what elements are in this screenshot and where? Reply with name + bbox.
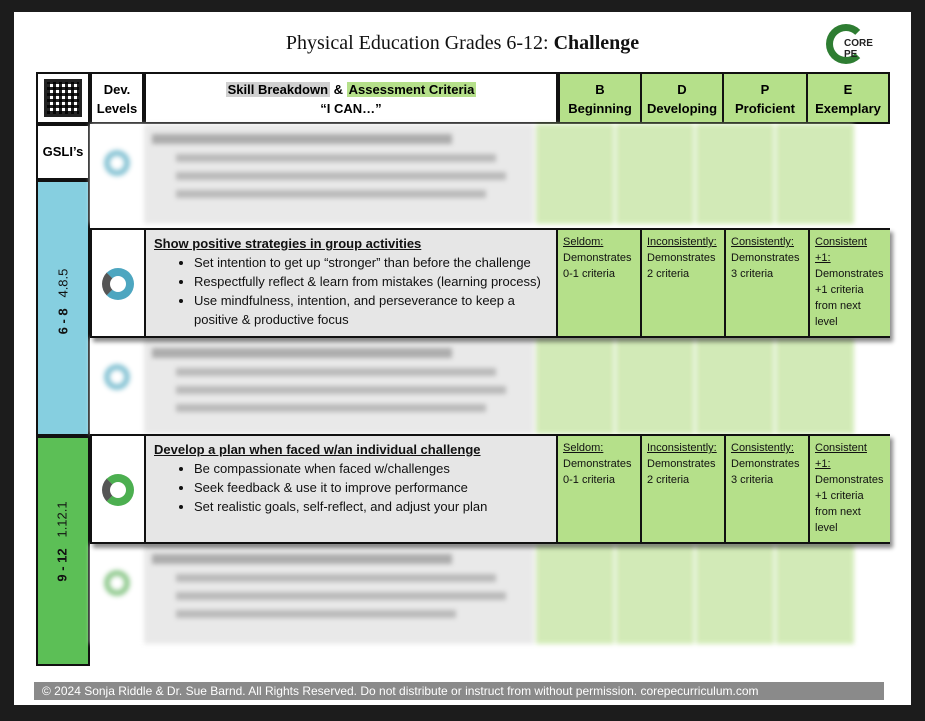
progress-ring-icon xyxy=(102,268,134,300)
level-exemplary: Consistent +1: Demonstrates +1 criteria from next level xyxy=(810,436,890,542)
skill-description: Show positive strategies in group activities • Set intention to get up “stronger” than before the challenge • Respectfully reflect & learn from mistakes (learning process) • Use mindfulness, intention, and perseverance to keep a positive & productive focus xyxy=(146,230,558,336)
level-developing: Inconsistently: Demonstrates 2 criteria xyxy=(642,230,726,336)
grade-band-9-12: 9 - 12 1.12.1 xyxy=(36,436,90,666)
level-beginning: Seldom: Demonstrates 0-1 criteria xyxy=(558,436,642,542)
criteria-item: • Use mindfulness, intention, and perseverance to keep a positive & productive focus xyxy=(194,291,548,329)
criteria-item: • Seek feedback & use it to improve performance xyxy=(194,478,548,497)
skill-row-group-activities xyxy=(90,228,890,338)
qr-code-cell xyxy=(36,72,90,124)
copyright-footer: © 2024 Sonja Riddle & Dr. Sue Barnd. All Rights Reserved. Do not distribute or instruct from without permission. corepecurriculum.com xyxy=(34,682,884,700)
skill-header: Skill Breakdown & Assessment Criteria “I CAN…” xyxy=(144,72,558,124)
gsli-label: GSLI’s xyxy=(36,124,90,180)
level-proficient: Consistently: Demonstrates 3 criteria xyxy=(726,436,810,542)
criteria-item: • Be compassionate when faced w/challenges xyxy=(194,459,548,478)
exemplary-header: E Exemplary xyxy=(806,72,890,124)
progress-ring-icon xyxy=(102,474,134,506)
proficient-header: P Proficient xyxy=(722,72,808,124)
level-beginning: Seldom: Demonstrates 0-1 criteria xyxy=(558,230,642,336)
worksheet-page xyxy=(14,12,911,705)
criteria-item: • Respectfully reflect & learn from mistakes (learning process) xyxy=(194,272,548,291)
blurred-row-1 xyxy=(90,124,870,224)
criteria-item: • Set realistic goals, self-reflect, and adjust your plan xyxy=(194,497,548,516)
core-pe-logo: CORE PE xyxy=(826,24,886,66)
dev-levels-header: Dev. Levels xyxy=(90,72,144,124)
level-proficient: Consistently: Demonstrates 3 criteria xyxy=(726,230,810,336)
level-developing: Inconsistently: Demonstrates 2 criteria xyxy=(642,436,726,542)
skill-description: Develop a plan when faced w/an individual challenge • Be compassionate when faced w/challenges • Seek feedback & use it to improve performance • Set realistic goals, self-reflect, and adjust your plan xyxy=(146,436,558,542)
criteria-item: • Set intention to get up “stronger” than before the challenge xyxy=(194,253,548,272)
blurred-row-3 xyxy=(90,544,870,644)
page-title: Physical Education Grades 6-12: Challenge xyxy=(285,32,640,54)
qr-code-icon xyxy=(44,79,82,117)
developing-header: D Developing xyxy=(640,72,724,124)
grade-band-6-8: 6 - 8 4.8.5 xyxy=(36,180,90,436)
blurred-row-2 xyxy=(90,338,870,434)
level-exemplary: Consistent +1: Demonstrates +1 criteria from next level xyxy=(810,230,890,336)
beginning-header: B Beginning xyxy=(558,72,642,124)
skill-row-individual-challenge xyxy=(90,434,890,544)
